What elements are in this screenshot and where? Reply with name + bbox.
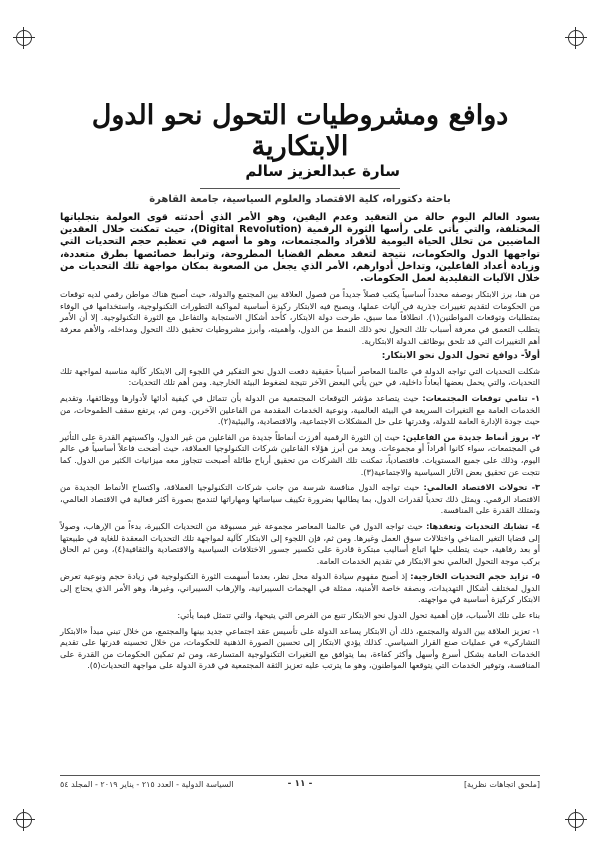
item-text: إذ أصبح مفهوم سيادة الدولة محل نظر، بعدما أسهمت الثورة التكنولوجية في زيادة حجم ونوعية تعرض الدول لمختلف أشكال التهديدات، وبصفة خاصة الأمنية، ممثلة في الهجمات السيبرانية، والإرهاب السيبراني، وغيرها، وهو الأمر الذي يحتاج إلى الابتكار كركيزة أساسية في مواجهته. — [60, 571, 540, 605]
footer-divider — [60, 775, 540, 776]
item-lead: ٤- تشابك التحديات وتعقدها: — [426, 520, 540, 531]
closing-intro: بناء على تلك الأسباب، فإن أهمية تحول الدول نحو الابتكار تنبع من الفرص التي يتيحها، والتي تتمثل فيما يأتي: — [177, 610, 540, 621]
list-item — [60, 393, 540, 428]
page-number: - ١١ - — [287, 779, 313, 789]
item-lead: ٥- تزايد حجم التحديات الخارجية: — [410, 571, 540, 582]
list-item — [60, 432, 540, 478]
footer-journal-info: السياسة الدولية - العدد ٢١٥ - يناير ٢٠١٩ - المجلد ٥٤ — [60, 780, 234, 789]
item-text: حيث تواجه الدول منافسة شرسة من جانب شركات التكنولوجيا العملاقة، واكتساح الأنماط الجديدة من الاقتصاد الرقمي. ويمثل ذلك تحدياً لقدرات الدول، بما يطالبها بضرورة تكييف سياساتها ومهاراتها لتندمج بصورة أكثر فعالية في الاقتصاد العالمي، وتمتلك القدرة على المنافسة. — [60, 482, 540, 516]
registration-mark-bottom-right — [568, 812, 584, 828]
registration-mark-bottom-left — [16, 812, 32, 828]
author-affiliation: باحثة دكتوراه، كلية الاقتصاد والعلوم السياسية، جامعة القاهرة — [149, 194, 451, 205]
item-text: حيث تواجه الدول في عالمنا المعاصر مجموعة غير مسبوقة من التحديات الكبيرة، بدءاً من الإرهاب، وصولاً إلى قضايا التغير المناخي واختلالات سوق العمل وغيرها. ومن ثم، فإن اللجوء إلى الابتكار كآلية لمواجهة تلك التحديات المعقدة للغاية في طبيعتها أو بعد رفاهية، حيث يتطلب حلها اتباع أساليب مبتكرة قادرة على تكسير جسور الاختلافات السياسية والاقتصادية والثقافية(٤)، ومن ثم الحاق بركب موجة التحول العالمي نحو الابتكار في تقديم الخدمات العامة. — [60, 520, 540, 566]
list-item — [60, 571, 540, 606]
list-item — [60, 482, 540, 517]
list-item — [60, 521, 540, 567]
registration-mark-top-left — [16, 30, 32, 46]
item-text: حيث يتصاعد مؤشر التوقعات المجتمعية من الدولة بأن تتماثل في كيفية أدائها لأدوارها ووظائفها، وتقديم الخدمات العامة مع التغيرات السريعة في البيئة العالمية، ونوعية الخدمات المقدمة من الفاعلين الآخرين. ومن ثم، يرتفع سقف الطموحات، من حيث جودة الإدارة العامة للدولة، وقدرتها على حل المشكلات الاجتماعية، والاقتصادية، والبيئية(٢). — [60, 392, 540, 427]
footer-section-label: [ملحق اتجاهات نظرية] — [463, 780, 540, 789]
article-title: دوافع ومشروطيات التحول نحو الدول الابتكارية — [91, 100, 509, 162]
closing-paragraph: ١- تعزيز العلاقة بين الدولة والمجتمع، ذلك أن الابتكار يساعد الدولة على تأسيس عقد اجتماعي جديد بينها والمجتمع، من خلال تبني مبدأ «الابتكار التشاركي» في عمليات صنع القرار السياسي. كذلك يؤدي الابتكار إلى تحسين الصورة الذهنية للحكومات، من خلال تحسينه قدرتها على تقديم الخدمات العامة بشكل أسرع وأسهل وأكثر كفاءة، بما يتوافق مع التغيرات التكنولوجية المتسارعة، ومن ثم تمكين الحكومات من القدرة على المنافسة، وتوفير الخدمات التي يتوقعها المواطنون، وهو ما يترتب عليه تعزيز الثقة المجتمعية في قدرة الدولة على مواجهة التحديات(٥). — [60, 625, 540, 671]
author-divider — [200, 188, 400, 189]
item-lead: ١- تنامي توقعات المجتمعات: — [422, 392, 540, 403]
section-heading: أولاً- دوافع تحول الدول نحو الابتكار: — [381, 351, 540, 362]
article-body — [60, 212, 540, 676]
intro-paragraph: من هنا، برز الابتكار بوصفه محدداً أساسياً يكتب فصلاً جديداً من فصول العلاقة بين المجتمع والدولة، حيث أصبح هناك مواطن رقمي لديه توقعات من الحكومات لتقديم تغييرات جذرية في آليات عملها، ويصبح فيه الابتكار ركيزة أساسية لمواكبة التطورات التكنولوجية، واستخدامها في الوفاء بمتطلبات وتوقعات المواطنين(١). انطلاقاً مما سبق، طرحت دولة الابتكار، كأحد أشكال الاستجابة والتفاعل مع الثورة التكنولوجية. إلا أن الأمر يتطلب التعمق في معرفة أسباب تلك التحول نحو ذلك النمط من الدول، وأهميته، وأبرز مشروطيات تحقيق ذلك التحول ومداخله، والأهم معرفة أهم التغييرات التي قد تلحق بوظائف الدولة الابتكارية. — [60, 289, 540, 346]
author-name: سارة عبدالعزيز سالم — [245, 162, 400, 180]
item-text: حيث إن الثورة الرقمية أفرزت أنماطاً جديدة من الفاعلين من غير الدول، واكسبتهم القدرة على التأثير في المجتمعات، سواء كانوا أفراداً أو مجموعات. ويعد من أبرز هؤلاء الفاعلين شركات التكنولوجيا العملاقة، حيث أضحت فاعلاً أساسياً في عالم اليوم، وذلك على جميع المستويات. فاقتصادياً، تمكنت تلك الشركات من تحقيق أرباح طائلة أصبحت تتجاوز معه ميزانيات الكثير من الدول. كما نتجت عن تحقيق بعض الآثار السياسية والاجتماعية(٣). — [60, 431, 540, 477]
item-lead: ٢- بروز أنماط جديدة من الفاعلين: — [402, 431, 540, 442]
section-intro: شكلت التحديات التي تواجه الدولة في عالمنا المعاصر أسباباً حقيقية دفعت الدول نحو التفكير في اللجوء إلى الابتكار كآلية مناسبة لمواجهة تلك التحديات، والتي يحمل بعضها أبعاداً داخلية، في حين يأتي البعض الآخر نتيجة لضغوط البيئة الخارجية. ومن أهم تلك التحديات: — [60, 365, 540, 388]
abstract: يسود العالم اليوم حالة من التعقيد وعدم اليقين، وهو الأمر الذي أحدثته قوى العولمة بتجلياتها المختلفة، والتي يأتي على رأسها الثورة الرقمية (Digital Revolution)، حيث تمكنت خلال العقدين الماضيين من تخلل الحياة اليومية للأفراد والمجتمعات، وهو ما أسهم في تعظيم حجم التحديات التي تواجهها الدول والحكومات، نتيجة لتعقد معظم القضايا المطروحة، وترابط خصائصها بطرق متعددة، وزيادة أعداد الفاعلين، وتداخل أدوارهم، الأمر الذي يجعل من الصعوبة بمكان مواجهة تلك التحديات من خلال الآليات التقليدية لعمل الحكومات. — [60, 212, 541, 285]
item-lead: ٣- تحولات الاقتصاد العالمي: — [423, 482, 541, 493]
registration-mark-top-right — [568, 30, 584, 46]
